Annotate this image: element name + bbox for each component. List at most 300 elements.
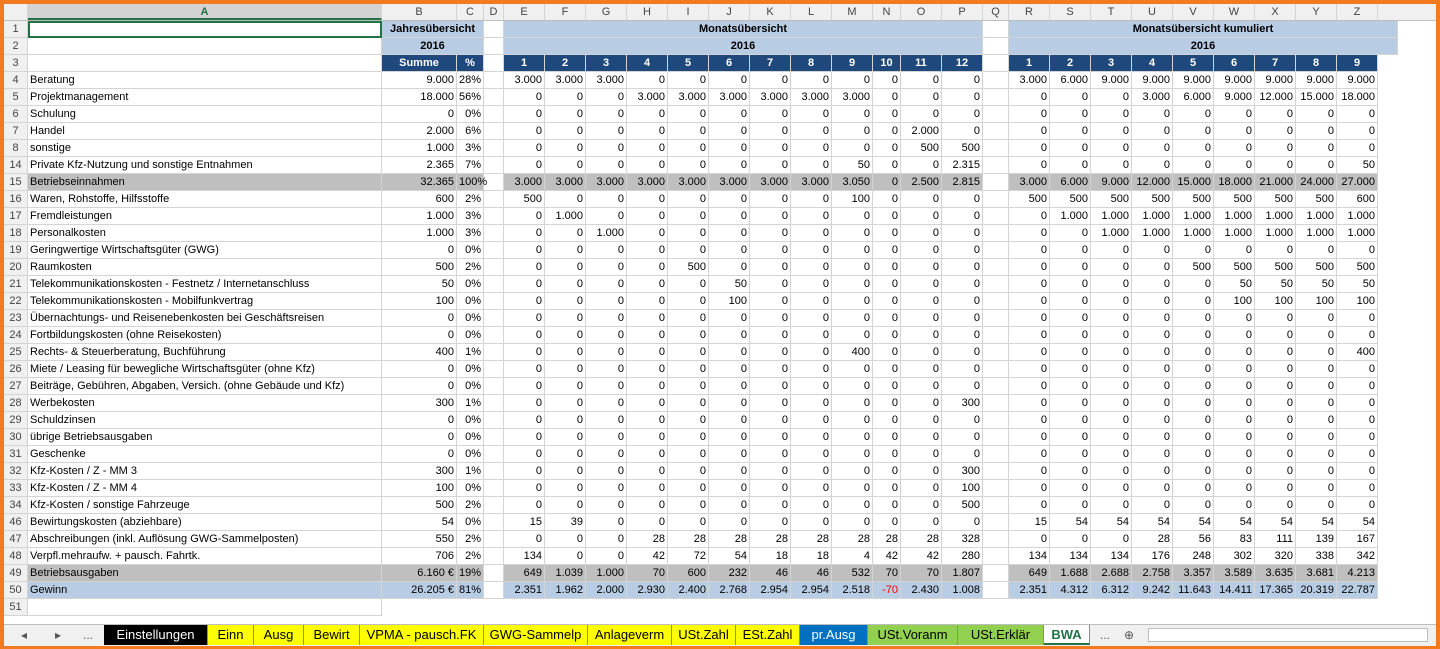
month-value[interactable]: 0: [545, 429, 586, 446]
month-value[interactable]: 0: [832, 361, 873, 378]
kum-value[interactable]: 1.000: [1214, 208, 1255, 225]
kum-value[interactable]: 0: [1091, 361, 1132, 378]
column-header-x[interactable]: X: [1255, 4, 1296, 20]
month-value[interactable]: 2.315: [942, 157, 983, 174]
cell-d[interactable]: [484, 480, 504, 497]
month-value[interactable]: 0: [668, 463, 709, 480]
month-value[interactable]: 600: [668, 565, 709, 582]
month-value[interactable]: 0: [873, 140, 901, 157]
kum-value[interactable]: 11.643: [1173, 582, 1214, 599]
month-value[interactable]: 649: [504, 565, 545, 582]
month-value[interactable]: 1.039: [545, 565, 586, 582]
month-value[interactable]: 0: [750, 429, 791, 446]
kum-value[interactable]: 500: [1050, 191, 1091, 208]
cell-q[interactable]: [983, 310, 1009, 327]
row-number[interactable]: 31: [4, 446, 28, 463]
sheet-tab-ust-voranm[interactable]: USt.Voranm: [868, 625, 958, 645]
kum-value[interactable]: 54: [1091, 514, 1132, 531]
kum-value[interactable]: 18.000: [1214, 174, 1255, 191]
month-value[interactable]: 0: [668, 378, 709, 395]
cell-q[interactable]: [983, 21, 1009, 38]
cell-q[interactable]: [983, 89, 1009, 106]
month-value[interactable]: 0: [627, 276, 668, 293]
kum-value[interactable]: 0: [1337, 378, 1378, 395]
row-sum[interactable]: 54: [382, 514, 457, 531]
row-label[interactable]: Kfz-Kosten / Z - MM 3: [28, 463, 382, 480]
month-value[interactable]: 46: [750, 565, 791, 582]
cell-d[interactable]: [484, 72, 504, 89]
month-value[interactable]: 0: [545, 327, 586, 344]
column-header-y[interactable]: Y: [1296, 4, 1337, 20]
cell-d[interactable]: [484, 157, 504, 174]
month-value[interactable]: 0: [709, 378, 750, 395]
month-value[interactable]: 0: [901, 293, 942, 310]
row-pct[interactable]: 2%: [457, 548, 484, 565]
row-pct[interactable]: 28%: [457, 72, 484, 89]
kum-value[interactable]: 0: [1337, 429, 1378, 446]
kum-value[interactable]: 1.000: [1173, 225, 1214, 242]
kum-value[interactable]: 0: [1132, 395, 1173, 412]
month-value[interactable]: 0: [504, 395, 545, 412]
sheet-tab-einn[interactable]: Einn: [208, 625, 254, 645]
cell-d[interactable]: [484, 55, 504, 72]
kum-value[interactable]: 0: [1296, 412, 1337, 429]
column-header-m[interactable]: M: [832, 4, 873, 20]
month-value[interactable]: 0: [750, 310, 791, 327]
month-value[interactable]: 3.000: [750, 89, 791, 106]
kum-value[interactable]: 0: [1050, 225, 1091, 242]
kum-value[interactable]: 9.000: [1132, 72, 1173, 89]
row-sum[interactable]: 1.000: [382, 225, 457, 242]
kum-value[interactable]: 0: [1050, 446, 1091, 463]
kum-value[interactable]: 0: [1091, 157, 1132, 174]
kum-value[interactable]: 18.000: [1337, 89, 1378, 106]
kum-value[interactable]: 0: [1255, 497, 1296, 514]
month-value[interactable]: 46: [791, 565, 832, 582]
kum-value[interactable]: 0: [1255, 140, 1296, 157]
kum-value[interactable]: 0: [1050, 293, 1091, 310]
kum-value[interactable]: 0: [1050, 412, 1091, 429]
month-value[interactable]: 0: [942, 293, 983, 310]
month-value[interactable]: 0: [668, 412, 709, 429]
month-value[interactable]: 532: [832, 565, 873, 582]
month-value[interactable]: 0: [942, 123, 983, 140]
month-value[interactable]: 0: [545, 89, 586, 106]
kum-value[interactable]: 1.000: [1255, 208, 1296, 225]
month-value[interactable]: 0: [545, 497, 586, 514]
month-value[interactable]: 0: [586, 463, 627, 480]
row-number[interactable]: 8: [4, 140, 28, 157]
month-value[interactable]: 0: [545, 157, 586, 174]
cell-d[interactable]: [484, 242, 504, 259]
row-sum[interactable]: 100: [382, 293, 457, 310]
month-value[interactable]: 0: [709, 225, 750, 242]
row-sum[interactable]: 0: [382, 412, 457, 429]
cell-q[interactable]: [983, 429, 1009, 446]
month-value[interactable]: 0: [873, 174, 901, 191]
month-value[interactable]: 0: [832, 225, 873, 242]
kum-value[interactable]: 0: [1091, 497, 1132, 514]
kum-value[interactable]: 0: [1173, 361, 1214, 378]
kum-value[interactable]: 0: [1009, 140, 1050, 157]
month-value[interactable]: 0: [750, 395, 791, 412]
kum-value[interactable]: 0: [1050, 395, 1091, 412]
month-value[interactable]: 0: [586, 361, 627, 378]
month-value[interactable]: 0: [586, 259, 627, 276]
kum-value[interactable]: 0: [1214, 327, 1255, 344]
month-value[interactable]: 0: [627, 242, 668, 259]
cell-d[interactable]: [484, 21, 504, 38]
kum-value[interactable]: 0: [1337, 123, 1378, 140]
kum-value[interactable]: 1.000: [1214, 225, 1255, 242]
kum-value[interactable]: 1.000: [1337, 225, 1378, 242]
kum-value[interactable]: 0: [1255, 412, 1296, 429]
kum-value[interactable]: 27.000: [1337, 174, 1378, 191]
kum-value[interactable]: 0: [1009, 89, 1050, 106]
kum-value[interactable]: 9.000: [1091, 174, 1132, 191]
kum-value[interactable]: 0: [1009, 259, 1050, 276]
month-value[interactable]: 328: [942, 531, 983, 548]
month-value[interactable]: 0: [545, 310, 586, 327]
month-value[interactable]: 0: [791, 72, 832, 89]
cell-d[interactable]: [484, 310, 504, 327]
row-sum[interactable]: 100: [382, 480, 457, 497]
month-value[interactable]: 18: [750, 548, 791, 565]
month-value[interactable]: 0: [832, 327, 873, 344]
kum-value[interactable]: 0: [1173, 480, 1214, 497]
month-value[interactable]: 0: [942, 310, 983, 327]
month-value[interactable]: 0: [586, 293, 627, 310]
month-value[interactable]: 0: [627, 293, 668, 310]
month-value[interactable]: 0: [791, 463, 832, 480]
row-sum[interactable]: 550: [382, 531, 457, 548]
cell-d[interactable]: [484, 429, 504, 446]
row-sum[interactable]: 0: [382, 106, 457, 123]
kum-value[interactable]: 0: [1214, 429, 1255, 446]
kum-value[interactable]: 22.787: [1337, 582, 1378, 599]
cell-d[interactable]: [484, 582, 504, 599]
row-sum[interactable]: 26.205 €: [382, 582, 457, 599]
kum-value[interactable]: 0: [1091, 395, 1132, 412]
month-value[interactable]: 0: [942, 72, 983, 89]
month-value[interactable]: 0: [901, 327, 942, 344]
select-all-corner[interactable]: [4, 4, 28, 20]
month-value[interactable]: 0: [545, 378, 586, 395]
month-value[interactable]: 0: [627, 191, 668, 208]
kum-value[interactable]: 0: [1296, 463, 1337, 480]
kum-value[interactable]: 0: [1214, 463, 1255, 480]
row-pct[interactable]: 100%: [457, 174, 484, 191]
row-pct[interactable]: 0%: [457, 327, 484, 344]
row-number[interactable]: 18: [4, 225, 28, 242]
month-value[interactable]: 0: [832, 123, 873, 140]
kum-value[interactable]: 500: [1132, 191, 1173, 208]
column-header-t[interactable]: T: [1091, 4, 1132, 20]
cell-q[interactable]: [983, 191, 1009, 208]
row-pct[interactable]: 3%: [457, 225, 484, 242]
month-value[interactable]: 0: [709, 259, 750, 276]
month-value[interactable]: 0: [668, 208, 709, 225]
kum-value[interactable]: 0: [1214, 140, 1255, 157]
month-value[interactable]: 0: [791, 514, 832, 531]
kum-value[interactable]: 1.000: [1091, 208, 1132, 225]
row-label[interactable]: Beiträge, Gebühren, Abgaben, Versich. (ohne Gebäude und Kfz): [28, 378, 382, 395]
month-value[interactable]: 0: [901, 497, 942, 514]
month-value[interactable]: 0: [942, 429, 983, 446]
kum-value[interactable]: 0: [1009, 225, 1050, 242]
kum-value[interactable]: 0: [1173, 344, 1214, 361]
month-value[interactable]: 0: [709, 480, 750, 497]
month-value[interactable]: 0: [668, 480, 709, 497]
row-sum[interactable]: 2.000: [382, 123, 457, 140]
month-value[interactable]: 0: [832, 446, 873, 463]
month-value[interactable]: 0: [832, 72, 873, 89]
month-value[interactable]: 0: [901, 446, 942, 463]
month-value[interactable]: 0: [586, 429, 627, 446]
kum-value[interactable]: 0: [1255, 123, 1296, 140]
tabs-more-right-button[interactable]: ...: [1099, 628, 1110, 642]
month-value[interactable]: 0: [873, 293, 901, 310]
month-value[interactable]: 0: [504, 106, 545, 123]
kum-value[interactable]: 1.000: [1255, 225, 1296, 242]
cell-q[interactable]: [983, 225, 1009, 242]
month-value[interactable]: 0: [901, 225, 942, 242]
month-value[interactable]: 0: [668, 72, 709, 89]
month-value[interactable]: 0: [709, 242, 750, 259]
row-label[interactable]: Verpfl.mehraufw. + pausch. Fahrtk.: [28, 548, 382, 565]
month-value[interactable]: 0: [586, 140, 627, 157]
cell-a[interactable]: [28, 599, 382, 616]
kum-value[interactable]: 50: [1337, 276, 1378, 293]
kum-value[interactable]: 0: [1009, 446, 1050, 463]
kum-value[interactable]: 0: [1091, 531, 1132, 548]
kum-value[interactable]: 0: [1050, 242, 1091, 259]
row-sum[interactable]: 500: [382, 259, 457, 276]
month-value[interactable]: 3.000: [545, 72, 586, 89]
cell-q[interactable]: [983, 480, 1009, 497]
month-value[interactable]: 0: [873, 344, 901, 361]
month-value[interactable]: 3.000: [791, 89, 832, 106]
kum-value[interactable]: 0: [1255, 242, 1296, 259]
row-sum[interactable]: 2.365: [382, 157, 457, 174]
month-value[interactable]: 0: [750, 361, 791, 378]
kum-value[interactable]: 0: [1255, 344, 1296, 361]
month-value[interactable]: 0: [586, 395, 627, 412]
month-value[interactable]: 0: [627, 157, 668, 174]
cell-q[interactable]: [983, 174, 1009, 191]
month-value[interactable]: 0: [901, 344, 942, 361]
row-number[interactable]: 47: [4, 531, 28, 548]
row-pct[interactable]: 0%: [457, 310, 484, 327]
month-value[interactable]: 0: [873, 242, 901, 259]
row-number[interactable]: 7: [4, 123, 28, 140]
month-value[interactable]: 3.000: [586, 174, 627, 191]
month-value[interactable]: 0: [668, 140, 709, 157]
month-value[interactable]: 0: [942, 344, 983, 361]
kum-value[interactable]: 12.000: [1132, 174, 1173, 191]
month-value[interactable]: 28: [627, 531, 668, 548]
month-value[interactable]: 0: [545, 361, 586, 378]
month-value[interactable]: 0: [942, 259, 983, 276]
month-value[interactable]: 2.954: [791, 582, 832, 599]
kum-value[interactable]: 100: [1255, 293, 1296, 310]
kum-value[interactable]: 0: [1214, 310, 1255, 327]
row-label[interactable]: Bewirtungskosten (abziehbare): [28, 514, 382, 531]
kum-value[interactable]: 0: [1255, 157, 1296, 174]
month-value[interactable]: 0: [627, 361, 668, 378]
month-value[interactable]: 0: [832, 140, 873, 157]
kum-value[interactable]: 500: [1173, 259, 1214, 276]
kum-value[interactable]: 0: [1214, 480, 1255, 497]
tabs-more-button[interactable]: ...: [82, 628, 93, 642]
month-value[interactable]: 28: [668, 531, 709, 548]
kum-value[interactable]: 139: [1296, 531, 1337, 548]
kum-value[interactable]: 0: [1132, 361, 1173, 378]
kum-value[interactable]: 0: [1009, 497, 1050, 514]
month-value[interactable]: 0: [668, 497, 709, 514]
row-number[interactable]: 17: [4, 208, 28, 225]
month-value[interactable]: 0: [586, 497, 627, 514]
month-value[interactable]: 0: [901, 191, 942, 208]
row-label[interactable]: Betriebseinnahmen: [28, 174, 382, 191]
month-value[interactable]: 0: [750, 123, 791, 140]
row-label[interactable]: Waren, Rohstoffe, Hilfsstoffe: [28, 191, 382, 208]
month-value[interactable]: 0: [586, 208, 627, 225]
month-value[interactable]: 0: [586, 412, 627, 429]
month-value[interactable]: 2.954: [750, 582, 791, 599]
row-pct[interactable]: 56%: [457, 89, 484, 106]
sheet-tab-einstellungen[interactable]: Einstellungen: [104, 625, 208, 645]
kum-value[interactable]: 0: [1132, 429, 1173, 446]
kum-value[interactable]: 0: [1091, 344, 1132, 361]
month-value[interactable]: 42: [901, 548, 942, 565]
month-value[interactable]: 0: [504, 123, 545, 140]
month-value[interactable]: 0: [791, 429, 832, 446]
month-value[interactable]: 0: [709, 361, 750, 378]
cell-d[interactable]: [484, 361, 504, 378]
row-pct[interactable]: 0%: [457, 446, 484, 463]
month-value[interactable]: 0: [901, 378, 942, 395]
month-value[interactable]: 134: [504, 548, 545, 565]
month-value[interactable]: 100: [709, 293, 750, 310]
month-value[interactable]: 0: [504, 276, 545, 293]
row-sum[interactable]: 300: [382, 463, 457, 480]
month-value[interactable]: 0: [709, 344, 750, 361]
month-value[interactable]: 0: [627, 395, 668, 412]
kum-value[interactable]: 0: [1050, 429, 1091, 446]
kum-value[interactable]: 6.312: [1091, 582, 1132, 599]
month-value[interactable]: 28: [832, 531, 873, 548]
month-value[interactable]: 0: [586, 344, 627, 361]
month-value[interactable]: 0: [750, 463, 791, 480]
cell-d[interactable]: [484, 38, 504, 55]
row-sum[interactable]: 300: [382, 395, 457, 412]
kum-value[interactable]: 0: [1337, 140, 1378, 157]
month-value[interactable]: 0: [791, 225, 832, 242]
row-pct[interactable]: 0%: [457, 412, 484, 429]
row-sum[interactable]: 32.365: [382, 174, 457, 191]
month-value[interactable]: 50: [709, 276, 750, 293]
month-value[interactable]: 2.930: [627, 582, 668, 599]
kum-value[interactable]: 342: [1337, 548, 1378, 565]
month-value[interactable]: 70: [627, 565, 668, 582]
kum-value[interactable]: 0: [1132, 344, 1173, 361]
cell-q[interactable]: [983, 395, 1009, 412]
month-value[interactable]: 0: [750, 72, 791, 89]
row-number[interactable]: 5: [4, 89, 28, 106]
cell-q[interactable]: [983, 378, 1009, 395]
row-pct[interactable]: 6%: [457, 123, 484, 140]
kum-value[interactable]: 500: [1296, 259, 1337, 276]
row-label[interactable]: Kfz-Kosten / Z - MM 4: [28, 480, 382, 497]
month-value[interactable]: 300: [942, 395, 983, 412]
row-label[interactable]: Private Kfz-Nutzung und sonstige Entnahmen: [28, 157, 382, 174]
month-value[interactable]: 0: [873, 463, 901, 480]
month-value[interactable]: 39: [545, 514, 586, 531]
column-header-v[interactable]: V: [1173, 4, 1214, 20]
month-value[interactable]: 500: [504, 191, 545, 208]
kum-value[interactable]: 0: [1132, 276, 1173, 293]
month-value[interactable]: 2.500: [901, 174, 942, 191]
kum-value[interactable]: 2.351: [1009, 582, 1050, 599]
row-label[interactable]: Geringwertige Wirtschaftsgüter (GWG): [28, 242, 382, 259]
month-value[interactable]: 0: [627, 72, 668, 89]
kum-value[interactable]: 0: [1132, 412, 1173, 429]
row-number[interactable]: 21: [4, 276, 28, 293]
month-value[interactable]: 0: [832, 378, 873, 395]
month-value[interactable]: 0: [504, 378, 545, 395]
sheet-tab-bewirt[interactable]: Bewirt: [304, 625, 360, 645]
month-value[interactable]: 3.000: [504, 174, 545, 191]
row-number[interactable]: 15: [4, 174, 28, 191]
kum-value[interactable]: 1.000: [1296, 208, 1337, 225]
kum-value[interactable]: 4.312: [1050, 582, 1091, 599]
cell-d[interactable]: [484, 259, 504, 276]
kum-value[interactable]: 500: [1214, 191, 1255, 208]
kum-value[interactable]: 0: [1173, 412, 1214, 429]
column-header-d[interactable]: D: [484, 4, 504, 20]
kum-value[interactable]: 0: [1050, 140, 1091, 157]
month-value[interactable]: 0: [791, 157, 832, 174]
month-value[interactable]: 0: [627, 310, 668, 327]
cell-q[interactable]: [983, 242, 1009, 259]
cell-d[interactable]: [484, 497, 504, 514]
kum-value[interactable]: 54: [1132, 514, 1173, 531]
month-value[interactable]: 0: [901, 72, 942, 89]
month-value[interactable]: 100: [942, 480, 983, 497]
month-value[interactable]: 0: [832, 412, 873, 429]
month-value[interactable]: 500: [668, 259, 709, 276]
cell-q[interactable]: [983, 582, 1009, 599]
month-value[interactable]: 0: [709, 514, 750, 531]
kum-value[interactable]: 0: [1173, 497, 1214, 514]
month-value[interactable]: 0: [873, 514, 901, 531]
month-value[interactable]: 0: [545, 106, 586, 123]
row-pct[interactable]: 81%: [457, 582, 484, 599]
month-value[interactable]: 28: [750, 531, 791, 548]
month-value[interactable]: 0: [873, 259, 901, 276]
kum-value[interactable]: 9.000: [1091, 72, 1132, 89]
cell-d[interactable]: [484, 412, 504, 429]
kum-value[interactable]: 0: [1050, 259, 1091, 276]
kum-value[interactable]: 6.000: [1050, 174, 1091, 191]
column-header-n[interactable]: N: [873, 4, 901, 20]
kum-value[interactable]: 0: [1132, 123, 1173, 140]
cell-q[interactable]: [983, 327, 1009, 344]
kum-value[interactable]: 50: [1255, 276, 1296, 293]
row-number[interactable]: 16: [4, 191, 28, 208]
kum-value[interactable]: 0: [1050, 361, 1091, 378]
